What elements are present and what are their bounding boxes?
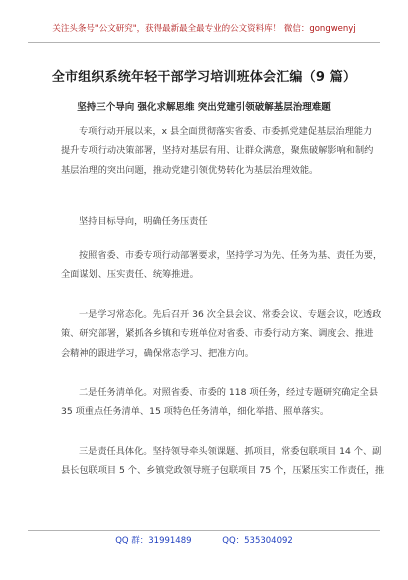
footer-divider bbox=[28, 530, 380, 531]
paragraph-line: 会精神的跟进学习，确保常态学习、把准方向。 bbox=[61, 347, 254, 359]
paragraph-line: 策、研究部署，紧抓各乡镇和专班单位对省委、市委行动方案、调度会、推进 bbox=[61, 328, 374, 340]
paragraph-line: 提升专项行动决策部署，坚持对基层有用、让群众满意，聚焦破解影响和制约 bbox=[61, 145, 374, 157]
qq-group-text: QQ 群：31991489 bbox=[115, 536, 192, 546]
body-paragraph bbox=[61, 442, 385, 481]
body-paragraph bbox=[61, 305, 382, 363]
paragraph-line: 35 项重点任务清单、15 项特色任务清单，细化举措、照单落实。 bbox=[61, 406, 330, 418]
paragraph-line: 县长包联项目 5 个、乡镇党政领导班子包联项目 75 个，压紧压实工作责任，推 bbox=[61, 465, 385, 477]
body-paragraph bbox=[61, 383, 379, 422]
paragraph-line: 坚持目标导向，明确任务压责任 bbox=[79, 216, 208, 227]
document-title: 全市组织系统年轻干部学习培训班体会汇编（9 篇） bbox=[51, 70, 357, 85]
paragraph-line: 一是学习常态化。先后召开 36 次全县会议、常委会议、专题会议，吃透政 bbox=[79, 309, 382, 320]
paragraph-line: 二是任务清单化。对照省委、市委的 118 项任务，经过专题研究确定全县 bbox=[79, 387, 379, 398]
paragraph-line: 专项行动开展以来，x 县全面贯彻落实省委、市委抓党建促基层治理能力 bbox=[79, 126, 373, 137]
body-paragraph bbox=[61, 246, 383, 285]
header-banner: 关注头条号"公文研究"，获得最新最全最专业的公文资料库！ 微信：gongwenyj bbox=[52, 24, 356, 34]
footer bbox=[28, 534, 380, 546]
section-heading bbox=[61, 212, 361, 231]
qq-contact-text: QQ：535304092 bbox=[222, 536, 293, 546]
body-paragraph bbox=[61, 122, 374, 180]
paragraph-line: 基层治理的突出问题，推动党建引领优势转化为基层治理效能。 bbox=[61, 164, 319, 176]
paragraph-line: 三是责任具体化。坚持领导牵头领课题、抓项目，常委包联项目 14 个、副 bbox=[79, 446, 382, 457]
document-subtitle: 坚持三个导向 强化求解思维 突出党建引领破解基层治理难题 bbox=[77, 102, 331, 113]
paragraph-line: 按照省委、市委专项行动部署要求，坚持学习为先、任务为基、责任为要， bbox=[79, 250, 383, 261]
paragraph-line: 全面谋划、压实责任、统筹推进。 bbox=[61, 269, 199, 281]
header-divider bbox=[28, 42, 380, 43]
